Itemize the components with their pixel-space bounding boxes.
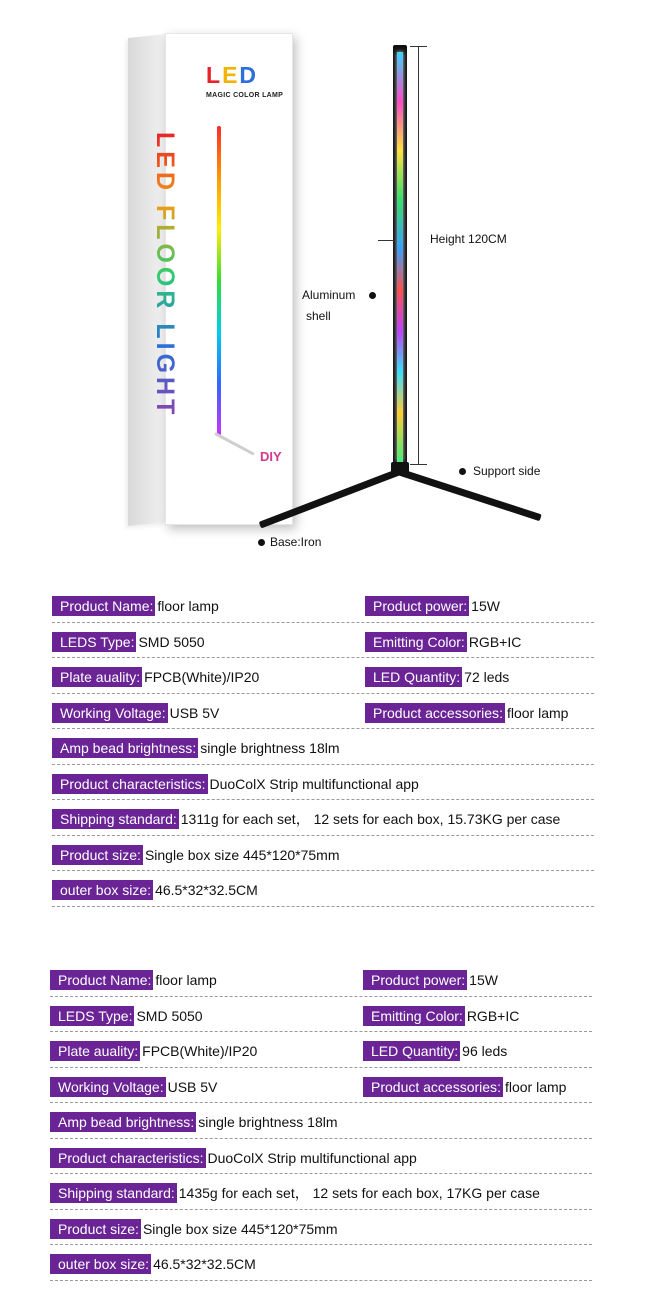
spec-label: Product accessories : (363, 1077, 503, 1097)
spec-row (50, 1142, 592, 1178)
spec-label: LEDS Type : (52, 632, 136, 652)
spec-table-1 (52, 590, 594, 910)
spec-label: Product accessories : (365, 703, 505, 723)
spec-row (50, 1000, 592, 1036)
spec-label: Product size : (50, 1219, 141, 1239)
spec-label: LED Quantity : (365, 667, 462, 687)
spec-value: floor lamp (506, 704, 569, 721)
spec-label: Product Name : (50, 970, 153, 990)
spec-value: 15W (471, 598, 500, 614)
spec-row (52, 768, 594, 804)
spec-value: 46.5*32*32.5CM (155, 882, 258, 898)
support-callout: Support side (473, 464, 541, 478)
spec-row (52, 732, 594, 768)
shell-dot-icon (369, 292, 376, 299)
lamp-joint (391, 462, 409, 474)
spec-row (50, 1248, 592, 1284)
spec-label: Product power : (363, 970, 467, 990)
spec-table-2 (50, 964, 592, 1284)
spec-label: Shipping standard : (52, 809, 179, 829)
spec-value: RGB+IC (468, 633, 522, 650)
box-brand: LED (206, 62, 259, 88)
spec-row (52, 697, 594, 733)
spec-row (52, 590, 594, 626)
product-illustration (0, 0, 650, 570)
spec-value: SMD 5050 (138, 633, 205, 650)
spec-value: FPCB(White)/IP20 (142, 1043, 258, 1059)
spec-label: Amp bead brightness : (52, 738, 198, 758)
spec-value: FPCB(White)/IP20 (144, 669, 260, 685)
spec-label: Product power : (365, 596, 469, 616)
spec-value: floor lamp (157, 598, 219, 614)
spec-label: Emitting Color : (363, 1006, 465, 1026)
spec-value: DuoColX Strip multifunctional app (207, 1149, 417, 1166)
spec-row (50, 1177, 592, 1213)
spec-label: Working Voltage : (50, 1077, 166, 1097)
spec-value: Single box size 445*120*75mm (144, 846, 340, 863)
spec-label: Plate auality : (52, 667, 142, 687)
spec-value: 1435g for each set， 12 sets for each box, 17KG per case (178, 1185, 540, 1201)
spec-value: single brightness 18lm (200, 740, 340, 756)
dimension-tick-bottom (410, 464, 427, 465)
support-dot-icon (459, 468, 466, 475)
base-dot-icon (258, 539, 265, 546)
box-vertical-text: LED FLOOR LIGHT (144, 132, 180, 418)
spec-label: Emitting Color : (365, 632, 467, 652)
spec-label: Product size : (52, 845, 143, 865)
spec-row (50, 1035, 592, 1071)
spec-row (52, 626, 594, 662)
spec-label: Shipping standard : (50, 1183, 177, 1203)
box-lamp-graphic (217, 126, 221, 436)
spec-label: Plate auality : (50, 1041, 140, 1061)
spec-value: floor lamp (155, 972, 217, 988)
box-badge: DIY (260, 449, 282, 464)
spec-value: 46.5*32*32.5CM (153, 1256, 256, 1272)
spec-label: LEDS Type : (50, 1006, 134, 1026)
height-callout: Height 120CM (430, 232, 507, 246)
box-lamp-base-graphic (214, 432, 254, 455)
spec-label: Working Voltage : (52, 703, 168, 723)
spec-row (50, 1106, 592, 1142)
spec-row (50, 964, 592, 1000)
spec-label: outer box size : (50, 1254, 151, 1274)
lamp-rgb-strip (397, 52, 403, 462)
spec-row (52, 874, 594, 910)
spec-label: Product characteristics : (50, 1148, 206, 1168)
dimension-mid-tick (378, 240, 394, 241)
spec-label: Product characteristics : (52, 774, 208, 794)
spec-value: 1311g for each set， 12 sets for each box, 15.73KG per case (180, 811, 561, 827)
spec-value: RGB+IC (466, 1007, 520, 1024)
spec-row (52, 839, 594, 875)
spec-row (50, 1071, 592, 1107)
spec-value: 15W (469, 972, 498, 988)
spec-value: floor lamp (504, 1078, 567, 1095)
spec-value: USB 5V (169, 704, 220, 721)
spec-label: LED Quantity : (363, 1041, 460, 1061)
shell-callout-line1: Aluminum (302, 288, 356, 302)
spec-label: Product Name : (52, 596, 155, 616)
spec-row (52, 661, 594, 697)
spec-row (52, 803, 594, 839)
spec-value: 72 leds (464, 669, 510, 685)
spec-value: 96 leds (462, 1043, 508, 1059)
spec-value: DuoColX Strip multifunctional app (209, 775, 419, 792)
spec-value: Single box size 445*120*75mm (142, 1220, 338, 1237)
spec-value: SMD 5050 (136, 1007, 203, 1024)
shell-callout-line2: shell (306, 309, 331, 323)
dimension-line (418, 46, 419, 464)
package-box (151, 33, 293, 525)
base-callout: Base:Iron (270, 535, 322, 549)
spec-value: USB 5V (167, 1078, 218, 1095)
box-subtitle: MAGIC COLOR LAMP (206, 92, 284, 99)
spec-label: Amp bead brightness : (50, 1112, 196, 1132)
spec-label: outer box size : (52, 880, 153, 900)
spec-row (50, 1213, 592, 1249)
spec-value: single brightness 18lm (198, 1114, 338, 1130)
